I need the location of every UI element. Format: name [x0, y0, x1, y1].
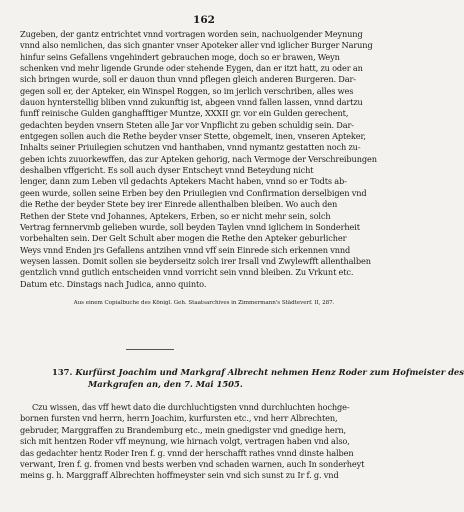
- text-line: entgegen sollen auch die Rethe beyder vnser Stette, obgemelt, inen, vnseren Apteker,: [20, 131, 366, 142]
- text-line: lenger, dann zum Leben vil gedachts Aptekers Macht haben, vnnd so er Todts ab-: [20, 176, 347, 187]
- section-number: 137.: [52, 367, 73, 377]
- text-line: schenken vnd mehr ligende Grunde oder stehende Eygen, dan er itzt hatt, zu oder an: [20, 63, 363, 74]
- text-line: gentzlich vnnd gutlich entscheiden vnnd vorricht sein vnnd bleiben. Zu Vrkunt etc.: [20, 267, 354, 278]
- text-line: vnnd also nemlichen, das sich gnanter vnser Apoteker aller vnd iglicher Burger Narung: [20, 40, 373, 51]
- text-line: deshalben vffgericht. Es soll auch dyser Entscheyt vnnd Beteydung nicht: [20, 165, 314, 176]
- text-line: Inhalts seiner Priuilegien schutzen vnd hanthaben, vnnd nymantz gestatten noch zu-: [20, 142, 361, 153]
- text-line: meins g. h. Marggraff Albrechten hoffmeyster sein vnd sich sunst zu Ir f. g. vnd: [20, 470, 339, 481]
- text-line: gebruder, Marggraffen zu Brandemburg etc., mein gnedigster vnd gnedige hern,: [20, 424, 347, 435]
- text-line: Datum etc. Dinstags nach Judica, anno quinto.: [20, 278, 207, 289]
- text-line: dauon hynterstellig bliben vnnd zukunftig ist, abgeen vnnd fallen lassen, vnnd dartzu: [20, 97, 363, 108]
- source-note: Aus einem Copialbuche des Königl. Geh. Staatsarchives in Zimmermann's Städteverf. II, 287.: [73, 300, 335, 306]
- text-line: verwant, Iren f. g. fromen vnd bests werben vnd schaden warnen, auch In sonderheyt: [20, 458, 365, 469]
- text-line: Zugeben, der gantz entrichtet vnnd vortragen worden sein, nachuolgender Meynung: [20, 29, 363, 39]
- charter-text: [20, 29, 392, 290]
- text-line: Rethen der Stete vnd Johannes, Aptekers, Erben, so er nicht mehr sein, solch: [20, 210, 331, 221]
- text-line: gedachten beyden vnsern Steten alle Jar vor Vnpflicht zu geben schuldig sein. Dar-: [20, 119, 354, 130]
- text-line: vorbehalten sein. Der Gelt Schult aber mogen die Rethe den Apteker geburlicher: [20, 233, 347, 244]
- text-line: Vertrag fernnervmb gelieben wurde, soll beyden Taylen vnnd iglichem in Sonderheit: [20, 221, 360, 232]
- section-heading: [52, 366, 464, 390]
- section-divider: [126, 349, 174, 350]
- heading-line-2: Markgrafen an, den 7. Mai 1505.: [88, 379, 243, 389]
- text-line: Czu wissen, das vff hewt dato die durchluchtigsten vnnd durchluchten hochge-: [32, 402, 350, 412]
- text-line: Weys vnnd Enden jrs Gefallens antzihen vnnd vff sein Einrede sich erkennen vnnd: [20, 244, 351, 255]
- text-line: gegen soll er, der Apteker, ein Winspel Roggen, so im jerlich verschriben, alles wes: [20, 85, 354, 96]
- text-line: geben ichts zuuorkewffen, das zur Apteken gehorig, nach Vermoge der Verschreibungen: [20, 153, 377, 164]
- heading-line-1: [52, 366, 464, 378]
- text-line: die Rethe der beyder Stete bey irer Einrede allenthalben bleiben. Wo auch den: [20, 199, 338, 210]
- page-number: 162: [193, 14, 215, 26]
- heading-text: Kurfürst Joachim und Markgraf Albrecht nehmen Henz Roder zum Hofmeister des: [75, 367, 464, 377]
- text-line: funff reinische Gulden ganghafftiger Muntze, XXXII gr. vor ein Gulden gerechent,: [20, 108, 349, 119]
- text-line: hinfur seins Gefallens vngehindert gebrauchen moge, doch so er brawen, Weyn: [20, 51, 340, 62]
- text-line: sich mit hentzen Roder vff meynung, wie hirnach volgt, vertragen haben vnd also,: [20, 436, 350, 447]
- text-line: das gedachter hentz Roder Iren f. g. vnnd der herschafft rathes vnnd dinste halben: [20, 447, 354, 458]
- text-line: geen wurde, sollen seine Erben bey den Priuilegien vnd Confirmation derselbigen vnd: [20, 187, 367, 198]
- text-line: sich bringen wurde, soll er dauon thun vnnd pflegen gleich anderen Burgeren. Dar-: [20, 74, 356, 85]
- text-line: weysen lassen. Domit sollen sie beyderseitz solch irer Irsall vnd Zwylewfft allenthalben: [20, 255, 371, 266]
- section-text: [20, 402, 392, 482]
- text-line: bornen fursten vnd herrn, herrn Joachim, kurfursten etc., vnd herr Albrechten,: [20, 413, 338, 424]
